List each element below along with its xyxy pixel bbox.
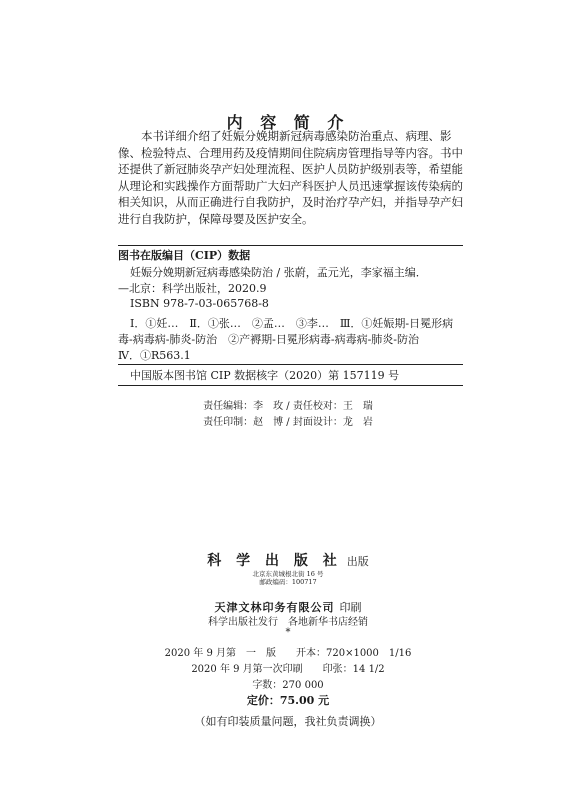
cip-class-line-1: Ⅰ．①妊… Ⅱ．①张… ②孟… ③李… Ⅲ．①妊娠期-日冕形病 — [130, 317, 454, 330]
quality-note: （如有印装质量问题，我社负责调换） — [194, 715, 382, 728]
cip-publisher-line: —北京：科学出版社，2020.9 — [118, 282, 267, 295]
word-count: 字数：270 000 — [252, 680, 324, 691]
summary-section — [118, 128, 463, 227]
publisher-name: 科 学 出 版 社 — [207, 553, 342, 569]
cip-heading: 图书在版编目（CIP）数据 — [118, 249, 251, 262]
cip-class-line-2: 毒-病毒病-肺炎-防治 ②产褥期-日冕形病毒-病毒病-肺炎-防治 — [118, 333, 420, 346]
price: 定价：75.00 元 — [246, 694, 330, 707]
cip-class-line-3: Ⅳ．①R563.1 — [118, 349, 191, 362]
cip-top-rule — [118, 245, 463, 246]
print-line: 2020 年 9 月第一次印刷 印张：14 1/2 — [191, 664, 385, 675]
press-name: 天津文林印务有限公司 — [214, 601, 335, 614]
cip-mid-rule — [118, 364, 463, 365]
publisher-postcode: 邮政编码：100717 — [259, 578, 317, 586]
credits-line-2: 责任印制：赵 博 / 封面设计：龙 岩 — [203, 417, 373, 428]
cip-isbn: ISBN 978-7-03-065768-8 — [130, 297, 269, 310]
publisher-heading — [0, 550, 576, 570]
distribution-line: 科学出版社发行 各地新华书店经销 — [208, 617, 368, 628]
publisher-address: 北京东黄城根北街 16 号 — [252, 570, 324, 578]
cip-book-line: 妊娠分娩期新冠病毒感染防治 / 张蔚，孟元光，李家福主编． — [130, 266, 427, 279]
separator-star: * — [285, 627, 291, 638]
cip-library-line: 中国版本图书馆 CIP 数据核字（2020）第 157119 号 — [130, 369, 400, 382]
edition-line: 2020 年 9 月第 一 版 开本：720×1000 1/16 — [164, 648, 412, 659]
press-suffix: 印刷 — [339, 601, 362, 614]
cip-bottom-rule — [118, 385, 463, 386]
credits-line-1: 责任编辑：李 玫 / 责任校对：王 瑞 — [203, 401, 373, 412]
summary-paragraph: 本书详细介绍了妊娠分娩期新冠病毒感染防治重点、病理、影像、检验特点、合理用药及疫情期间住院病房管理指导等内容。书中还提供了新冠肺炎孕产妇处理流程、医护人员防护级别表等，希望能从理论和实践操作方面帮助广大妇产科医护人员迅速掌握该传染病的相关知识，从而正确进行自我防护，及时治疗孕产妇，并指导孕产妇进行自我防护，保障母婴及医护安全。 — [118, 129, 463, 226]
publisher-suffix: 出版 — [346, 555, 369, 568]
summary-title: 内 容 简 介 — [226, 113, 350, 132]
